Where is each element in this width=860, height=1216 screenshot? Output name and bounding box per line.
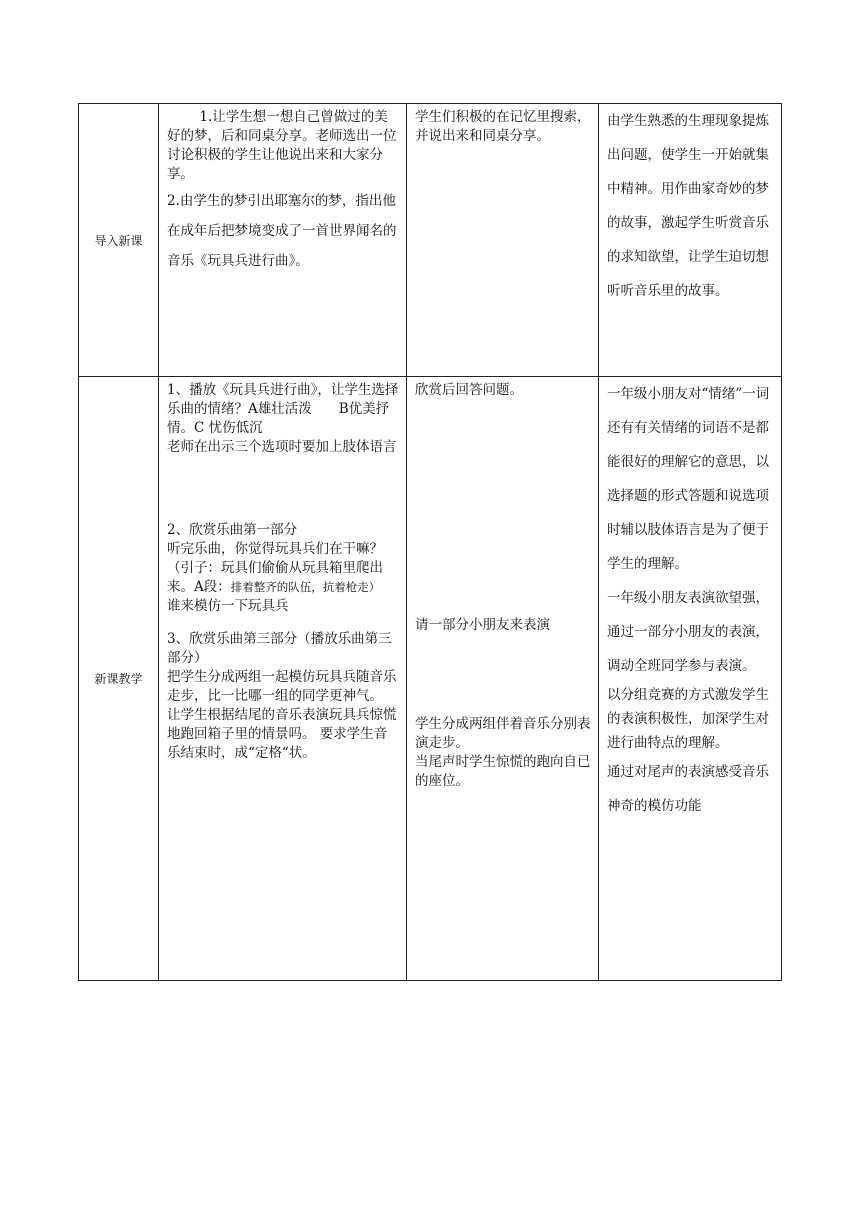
design-intent: 一年级小朋友对“情绪”一词还有有关情绪的词语不是都能很好的理解它的意思，以选择题的形式答题和说选项时辅以肢体语言是为了便于学生的理解。 xyxy=(607,386,770,572)
teacher-activity-cell xyxy=(159,104,407,377)
teacher-step-note: 排着整齐的队伍，抗着枪走） xyxy=(230,580,381,594)
stage-label-cell xyxy=(79,377,159,981)
teacher-activity-cell xyxy=(159,377,407,981)
teacher-step: 3、欣赏乐曲第三部分（播放乐曲第三部分） xyxy=(167,631,392,666)
teacher-step: 2、欣赏乐曲第一部分 xyxy=(167,522,298,538)
teacher-step: 1.让学生想一想自己曾做过的美好的梦，后和同桌分享。老师选出一位讨论积极的学生让他说出来和大家分享。 xyxy=(167,109,397,182)
teacher-step: 老师在出示三个选项时要加上肢体语言 xyxy=(167,439,397,455)
lesson-plan-table xyxy=(78,103,782,981)
design-intent: 一年级小朋友表演欲望强，通过一部分小朋友的表演，调动全班同学参与表演。 xyxy=(607,590,769,674)
teacher-step-text: 听完乐曲，你觉得玩具兵们在干嘛？（引子：玩具们偷偷从玩具箱里爬出来。A段： xyxy=(167,541,383,595)
teacher-step: 谁来模仿一下玩具兵 xyxy=(167,598,289,614)
student-activity: 欣赏后回答问题。 xyxy=(415,382,523,398)
table-row xyxy=(79,104,782,377)
student-activity-cell xyxy=(407,104,599,377)
stage-label: 新课教学 xyxy=(94,672,143,686)
student-activity-cell xyxy=(407,377,599,981)
student-activity: 请一部分小朋友来表演 xyxy=(415,617,550,633)
teacher-step: 2.由学生的梦引出耶塞尔的梦，指出他在成年后把梦境变成了一首世界闻名的音乐《玩具兵进行曲》。 xyxy=(167,193,397,269)
student-activity: 学生们积极的在记忆里搜索，并说出来和同桌分享。 xyxy=(415,109,591,144)
design-intent: 由学生熟悉的生理现象提炼出问题，使学生一开始就集中精神。用作曲家奇妙的梦的故事，激起学生听赏音乐的求知欲望，让学生迫切想听听音乐里的故事。 xyxy=(607,113,769,299)
teacher-step: 让学生根据结尾的音乐表演玩具兵惊慌地跑回箱子里的情景吗。 要求学生音乐结束时，成“定格“状。 xyxy=(167,707,397,761)
student-activity: 当尾声时学生惊慌的跑向自已的座位。 xyxy=(415,754,591,789)
stage-label-cell xyxy=(79,104,159,377)
teacher-step xyxy=(167,540,400,597)
table-row xyxy=(79,377,782,981)
teacher-step: 把学生分成两组一起模仿玩具兵随音乐走步，比一比哪一组的同学更神气。 xyxy=(167,669,397,704)
teacher-step: 1、播放《玩具兵进行曲》，让学生选择乐曲的情绪？A雄壮活泼 B优美抒情。C 忧伤低沉 xyxy=(167,382,399,436)
student-activity: 学生分成两组伴着音乐分别表演走步。 xyxy=(415,716,591,751)
design-intent-cell xyxy=(599,104,782,377)
stage-label: 导入新课 xyxy=(94,233,143,248)
design-intent: 以分组竞赛的方式激发学生的表演积极性，加深学生对进行曲特点的理解。 xyxy=(607,687,769,751)
design-intent: 通过对尾声的表演感受音乐神奇的模仿功能 xyxy=(607,764,769,814)
design-intent-cell xyxy=(599,377,782,981)
